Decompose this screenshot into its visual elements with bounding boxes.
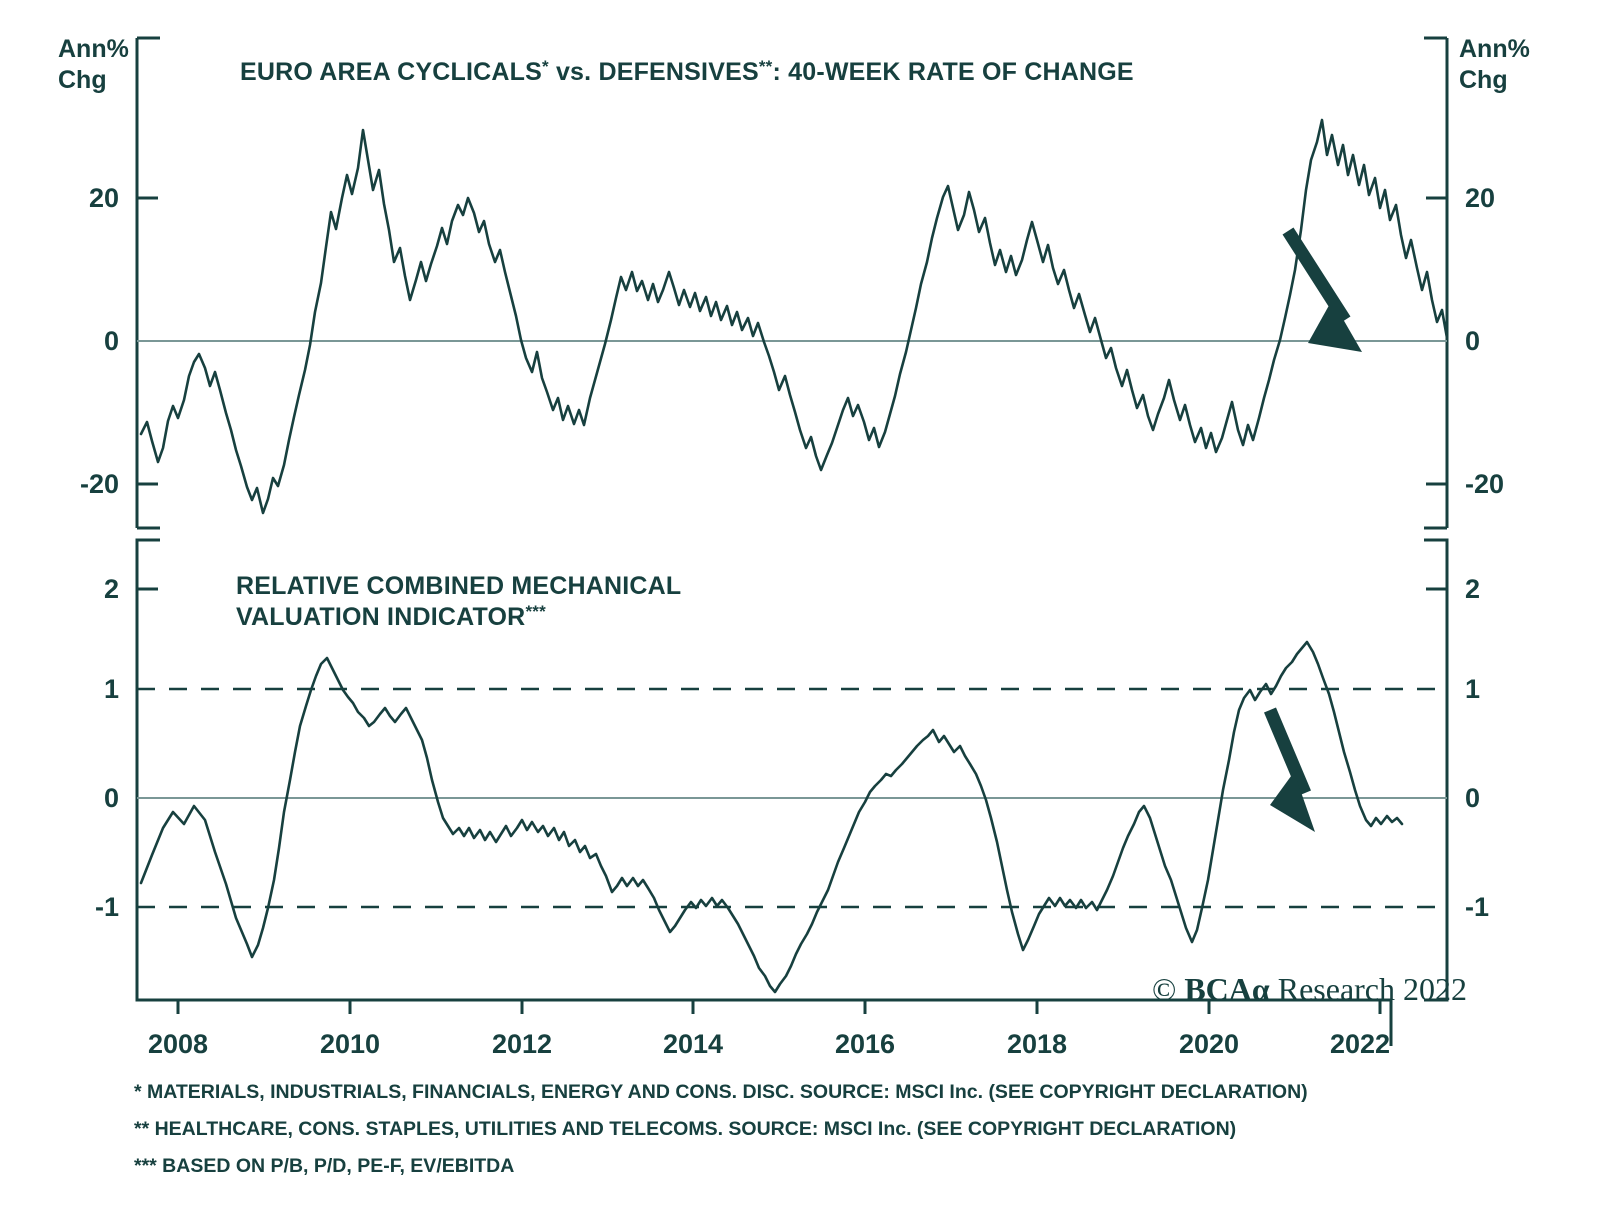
xtick-2010: 2010: [319, 1029, 381, 1059]
bottom-ytick-right-1: 1: [1465, 674, 1481, 704]
top-panel-trend-arrow: [1288, 231, 1362, 352]
bottom-ytick-right-0: 0: [1465, 783, 1481, 813]
top-panel-series: [141, 120, 1447, 513]
bottom-ytick-0: 0: [103, 783, 119, 813]
bottom-ytick-1: 1: [103, 674, 119, 704]
footnote-2: ** HEALTHCARE, CONS. STAPLES, UTILITIES AND TELECOMS. SOURCE: MSCI Inc. (SEE COPYRIGHT DECLARATION): [134, 1118, 1237, 1140]
top-panel-frame: [137, 38, 1447, 528]
footnote-3: *** BASED ON P/B, P/D, PE-F, EV/EBITDA: [134, 1155, 515, 1177]
top-left-unit-line2: Chg: [58, 66, 107, 94]
xtick-2016: 2016: [834, 1029, 896, 1059]
bottom-panel-title-line1: RELATIVE COMBINED MECHANICAL: [236, 572, 682, 600]
bottom-ytick-right-neg1: -1: [1465, 892, 1490, 922]
top-right-unit-line2: Chg: [1459, 66, 1508, 94]
bottom-panel-trend-arrow: [1270, 710, 1315, 832]
xtick-2012: 2012: [491, 1029, 553, 1059]
top-ytick-right-0: 0: [1465, 326, 1481, 356]
xtick-2008: 2008: [147, 1029, 209, 1059]
xtick-2022: 2022: [1329, 1029, 1391, 1059]
top-ytick-20: 20: [88, 183, 119, 213]
top-panel-title: EURO AREA CYCLICALS* vs. DEFENSIVES**: 40-WEEK RATE OF CHANGE: [240, 57, 1134, 86]
bottom-ytick-2: 2: [103, 574, 119, 604]
xtick-2020: 2020: [1178, 1029, 1240, 1059]
top-ytick-right-20: 20: [1465, 183, 1496, 213]
top-right-unit-line1: Ann%: [1459, 35, 1530, 63]
bottom-panel-title-line2: VALUATION INDICATOR***: [236, 602, 546, 631]
bottom-ytick-right-2: 2: [1465, 574, 1481, 604]
top-left-unit-line1: Ann%: [58, 35, 129, 63]
top-ytick-0: 0: [103, 326, 119, 356]
top-ytick-neg20: -20: [79, 469, 119, 499]
bottom-ytick-neg1: -1: [94, 892, 119, 922]
xtick-2014: 2014: [662, 1029, 724, 1059]
top-ytick-right-neg20: -20: [1465, 469, 1505, 499]
xtick-2018: 2018: [1006, 1029, 1068, 1059]
copyright-notice: © BCAα Research 2022: [1152, 971, 1467, 1007]
x-axis: [137, 1000, 1391, 1059]
bottom-panel-series: [141, 642, 1402, 992]
footnote-1: * MATERIALS, INDUSTRIALS, FINANCIALS, ENERGY AND CONS. DISC. SOURCE: MSCI Inc. (SEE COPYRIGHT DECLARATION): [134, 1081, 1308, 1103]
